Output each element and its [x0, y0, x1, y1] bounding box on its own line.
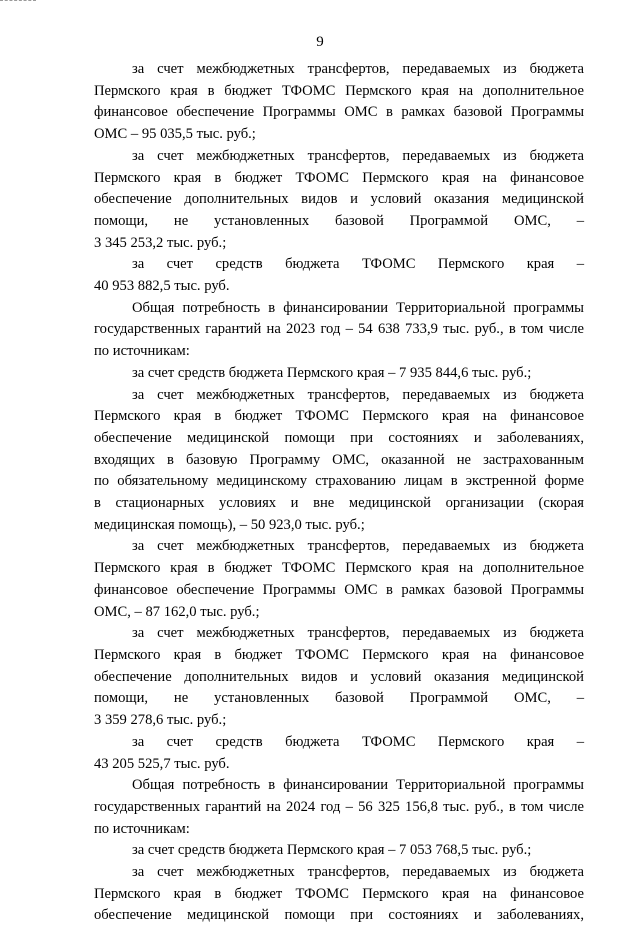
paragraph-line: государственных гарантий на 2024 год – 56 325 156,8 тыс. руб., в том числе [94, 798, 584, 815]
paragraph-line: медицинская помощь), – 50 923,0 тыс. руб.; [94, 516, 365, 533]
paragraph-line: за счет средств бюджета Пермского края – 7 935 844,6 тыс. руб.; [132, 364, 532, 381]
paragraph [94, 862, 584, 927]
paragraph-line: в стационарных условиях и вне медицинской организации (скорая [94, 495, 584, 512]
paragraph-line: Пермского края в бюджет ТФОМС Пермского края на финансовое [94, 169, 584, 186]
paragraph-line: 3 345 253,2 тыс. руб.; [94, 234, 227, 251]
paragraph [94, 298, 584, 363]
paragraph-line: обеспечение медицинской помощи при состояниях и заболеваниях, [94, 907, 584, 924]
paragraph-line: финансовое обеспечение Программы ОМС в рамках базовой Программы [94, 104, 584, 121]
scan-corner-mark [0, 0, 36, 7]
paragraph-line: Пермского края в бюджет ТФОМС Пермского края на дополнительное [94, 560, 584, 577]
paragraph [94, 59, 584, 146]
paragraph-line: по источникам: [94, 820, 190, 837]
paragraph [94, 146, 584, 255]
paragraph-line: за счет межбюджетных трансфертов, передаваемых из бюджета [132, 147, 584, 164]
paragraph-line: финансовое обеспечение Программы ОМС в рамках базовой Программы [94, 581, 584, 598]
paragraph-line: за счет межбюджетных трансфертов, передаваемых из бюджета [132, 625, 584, 642]
page-number: 9 [316, 34, 324, 50]
paragraph-line: помощи, не установленных базовой Программой ОМС, – [94, 212, 584, 229]
paragraph [94, 840, 584, 862]
paragraph-line: помощи, не установленных базовой Программой ОМС, – [94, 690, 584, 707]
paragraph-line: Пермского края в бюджет ТФОМС Пермского края на финансовое [94, 885, 584, 902]
paragraph [94, 254, 584, 297]
paragraph [94, 732, 584, 775]
paragraph-line: обеспечение дополнительных видов и условий оказания медицинской [94, 191, 584, 208]
paragraph-line: за счет средств бюджета Пермского края – 7 053 768,5 тыс. руб.; [132, 842, 532, 859]
paragraph-line: Пермского края в бюджет ТФОМС Пермского края на финансовое [94, 408, 584, 425]
paragraph-line: за счет межбюджетных трансфертов, передаваемых из бюджета [132, 538, 584, 555]
paragraph-line: Пермского края в бюджет ТФОМС Пермского края на дополнительное [94, 82, 584, 99]
paragraph-line: за счет межбюджетных трансфертов, передаваемых из бюджета [132, 864, 584, 881]
paragraph [94, 385, 584, 537]
paragraph [94, 775, 584, 840]
paragraph-line: входящих в базовую Программу ОМС, оказанной не застрахованным [94, 451, 584, 468]
paragraph [94, 536, 584, 623]
paragraph-line: обеспечение дополнительных видов и условий оказания медицинской [94, 668, 584, 685]
paragraph-line: за счет межбюджетных трансфертов, передаваемых из бюджета [132, 61, 584, 77]
paragraph-line: по обязательному медицинскому страхованию лицам в экстренной форме [94, 473, 584, 490]
paragraph-line: ОМС – 95 035,5 тыс. руб.; [94, 126, 256, 143]
paragraph-line: 40 953 882,5 тыс. руб. [94, 278, 230, 295]
paragraph-line: ОМС, – 87 162,0 тыс. руб.; [94, 603, 260, 620]
paragraph-line: Пермского края в бюджет ТФОМС Пермского края на финансовое [94, 646, 584, 663]
paragraph-line: за счет межбюджетных трансфертов, передаваемых из бюджета [132, 386, 584, 403]
paragraph-line: обеспечение медицинской помощи при состояниях и заболеваниях, [94, 429, 584, 446]
paragraph [94, 623, 584, 732]
paragraph [94, 363, 584, 385]
paragraph-line: за счет средств бюджета ТФОМС Пермского края – [132, 733, 584, 750]
document-body [94, 59, 584, 927]
paragraph-line: Общая потребность в финансировании Территориальной программы [132, 777, 584, 794]
paragraph-line: 3 359 278,6 тыс. руб.; [94, 712, 227, 729]
paragraph-line: за счет средств бюджета ТФОМС Пермского края – [132, 256, 584, 273]
paragraph-line: Общая потребность в финансировании Территориальной программы [132, 299, 584, 316]
paragraph-line: государственных гарантий на 2023 год – 54 638 733,9 тыс. руб., в том числе [94, 321, 584, 338]
paragraph-line: 43 205 525,7 тыс. руб. [94, 755, 230, 772]
paragraph-line: по источникам: [94, 343, 190, 360]
